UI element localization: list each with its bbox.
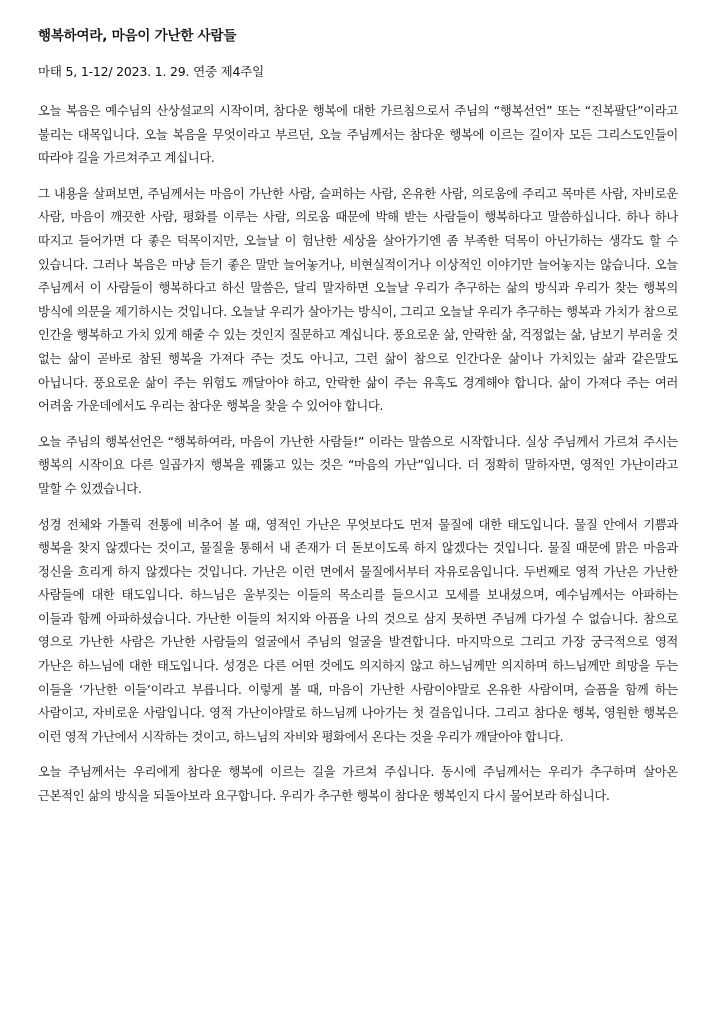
document-title: 행복하여라, 마음이 가난한 사람들 <box>38 28 237 44</box>
document-subtitle: 마태 5, 1-12/ 2023. 1. 29. 연중 제4주일 <box>38 64 264 79</box>
paragraph-1: 오늘 복음은 예수님의 산상설교의 시작이며, 참다운 행복에 대한 가르침으로서 주님의 “행복선언” 또는 “진복팔단”이라고 불리는 대목입니다. 오늘 복음을 무엇이라고 부르던, 오늘 주님께서는 참다운 행복에 이르는 길이자 모든 그리스도인들이 따라야 길을 가르쳐주고 계십니다. <box>38 104 678 166</box>
paragraph-2: 그 내용을 살펴보면, 주님께서는 마음이 가난한 사람, 슬퍼하는 사람, 온유한 사람, 의로움에 주리고 목마른 사람, 자비로운 사람, 마음이 깨끗한 사람, 평화를 이루는 사람, 의로움 때문에 박해 받는 사람들이 행복하다고 말씀하십니다. 하나 하나 따지고 들어가면 다 좋은 덕목이지만, 오늘날 이 험난한 세상을 살아가기엔 좀 부족한 덕목이 아닌가하는 생각도 할 수 있습니다. 그러나 복음은 마냥 듣기 좋은 말만 늘어놓거나, 비현실적이거나 이상적인 이야기만 늘어놓지는 않습니다. 오늘 주님께서 이 사람들이 행복하다고 하신 말씀은, 달리 말자하면 오늘날 우리가 추구하는 삶의 방식과 우리가 찾는 행복의 방식에 의문을 제기하시는 것입니다. 오늘날 우리가 살아가는 방식이, 그리고 오늘날 우리가 추구하는 행복과 가치가 참으로 인간을 행복하고 가치 있게 해줄 수 있는 것인지 질문하고 계십니다. 풍요로운 삶, 안락한 삶, 걱정없는 삶, 남보기 부러울 것 없는 삶이 곧바로 참된 행복을 가져다 주는 것도 아니고, 그런 삶이 참으로 인간다운 삶이나 가치있는 삶과 같은말도 아닙니다. 풍요로운 삶이 주는 위험도 깨달아야 하고, 안락한 삶이 주는 유혹도 경계해야 합니다. 삶이 가져다 주는 여러 어려움 가운데에서도 우리는 참다운 행복을 찾을 수 있어야 합니다. <box>38 186 678 414</box>
paragraph-5: 오늘 주님께서는 우리에게 참다운 행복에 이르는 길을 가르쳐 주십니다. 동시에 주님께서는 우리가 추구하며 살아온 근본적인 삶의 방식을 되돌아보라 요구합니다. 우리가 추구한 행복이 참다운 행복인지 다시 물어보라 하십니다. <box>38 765 678 804</box>
paragraph-3: 오늘 주님의 행복선언은 “행복하여라, 마음이 가난한 사람들!” 이라는 말씀으로 시작합니다. 실상 주님께서 가르쳐 주시는 행복의 시작이요 다른 일곱가지 행복을 꿰뚫고 있는 것은 “마음의 가난”입니다. 더 정확히 말하자면, 영적인 가난이라고 말할 수 있겠습니다. <box>38 434 678 496</box>
paragraph-4: 성경 전체와 가톨릭 전통에 비추어 볼 때, 영적인 가난은 무엇보다도 먼저 물질에 대한 태도입니다. 물질 안에서 기쁨과 행복을 찾지 않겠다는 것이고, 물질을 통해서 내 존재가 더 돋보이도록 하지 않겠다는 것입니다. 물질 때문에 맑은 마음과 정신을 흐리게 하지 않겠다는 것입니다. 가난은 이런 면에서 물질에서부터 자유로움입니다. 두번째로 영적 가난은 가난한 사람들에 대한 태도입니다. 하느님은 울부짖는 이들의 목소리를 들으시고 모세를 보내셨으며, 예수님께서는 아파하는 이들과 함께 아파하셨습니다. 가난한 이들의 처지와 아픔을 나의 것으로 삼지 못하면 주님께 다가설 수 없습니다. 참으로 영으로 가난한 사람은 가난한 사람들의 얼굴에서 주님의 얼굴을 발견합니다. 마지막으로 그리고 가장 궁극적으로 영적 가난은 하느님에 대한 태도입니다. 성경은 다른 어떤 것에도 의지하지 않고 하느님께만 의지하며 하느님께만 희망을 두는 이들을 ‘가난한 이들’이라고 부릅니다. 이렇게 볼 때, 마음이 가난한 사람이야말로 온유한 사람이며, 슬픔을 함께 하는 사람이고, 자비로운 사람입니다. 영적 가난이야말로 하느님께 나아가는 첫 걸음입니다. 그리고 참다운 행복, 영원한 행복은 이런 영적 가난에서 시작하는 것이고, 하느님의 자비와 평화에서 온다는 것을 우리가 깨달아야 합니다. <box>38 517 678 744</box>
